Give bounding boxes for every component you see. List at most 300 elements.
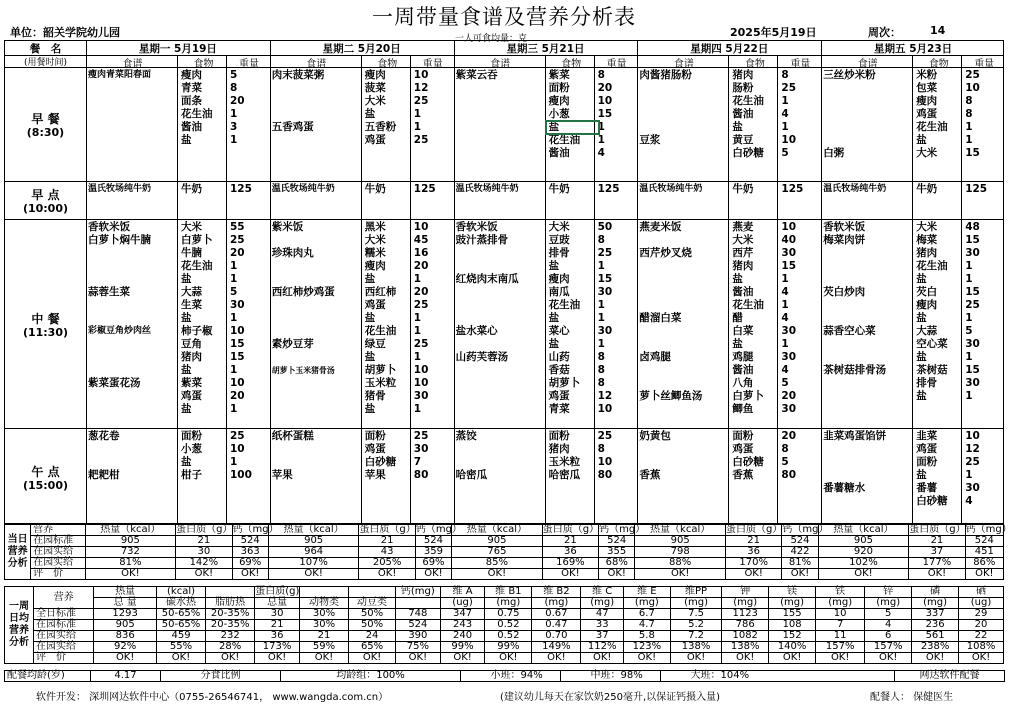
food-name: 花生油: [548, 134, 581, 146]
nutrient-value: 21: [176, 536, 232, 547]
nutrient-value: 451: [965, 547, 1003, 558]
food-name: 牛奶: [732, 183, 754, 195]
row-label: 评 价: [31, 569, 85, 580]
row-label: 在园标准: [31, 536, 85, 547]
food-name: 瘦肉: [364, 69, 386, 81]
grid-line: [270, 41, 271, 525]
food-name: 燕麦: [732, 221, 754, 233]
food-weight: 30: [781, 247, 797, 259]
nutrient-sub-header: (ug): [440, 598, 485, 609]
column-header: 食物: [928, 59, 949, 70]
nutrient-value: OK!: [206, 653, 255, 664]
nutrient-value: 836: [94, 631, 157, 642]
nutrient-group-header: [206, 587, 255, 598]
food-name: 八角: [732, 377, 754, 389]
grid-line: [637, 41, 638, 525]
nutrient-value: 36: [255, 631, 300, 642]
nutrient-value: OK!: [255, 653, 300, 664]
food-name: 梅菜: [916, 234, 938, 246]
nutrient-group-header: 维 B2: [532, 587, 581, 598]
food-name: 盐: [181, 364, 192, 376]
page-title: 一周带量食谱及营养分析表: [372, 5, 636, 29]
mean-group: 均龄组：100%: [281, 671, 461, 682]
dish-name: 温氏牧场纯牛奶: [639, 184, 703, 194]
food-weight: 25: [965, 299, 980, 311]
nutrient-header: 热量（kcal）: [818, 525, 909, 536]
nutrient-sub-header: 碳水热: [156, 598, 205, 609]
food-name: 盐: [548, 338, 560, 350]
food-weight: 55: [230, 221, 245, 233]
dish-name: 香蕉: [639, 469, 661, 481]
ratio-label: 分食比例: [161, 671, 281, 682]
food-weight: 1: [230, 364, 238, 376]
food-name: 牛奶: [181, 183, 202, 195]
nutrient-value: 142%: [176, 558, 232, 569]
food-name: 米粉: [916, 69, 938, 81]
food-weight: 1: [413, 312, 422, 324]
food-weight: 25: [597, 247, 613, 259]
dish-name: 萝卜丝鲫鱼汤: [639, 390, 703, 402]
food-weight: 8: [965, 108, 973, 120]
nutrient-value: 36: [725, 547, 781, 558]
food-name: 大蒜: [916, 325, 938, 337]
food-name: 牛奶: [916, 183, 938, 195]
food-weight: 1: [230, 273, 238, 285]
nutrient-group-header: 钾: [722, 587, 769, 598]
nutrient-header: 蛋白质（g）: [359, 524, 416, 535]
food-name: 猪肉: [916, 247, 938, 259]
food-weight: 25: [965, 69, 980, 81]
nutrient-value: 152: [769, 631, 816, 642]
nutrient-sub-header: 总量: [255, 598, 300, 609]
food-weight: 8: [230, 82, 238, 94]
food-weight: 1: [413, 108, 422, 120]
food-name: 盐: [916, 134, 927, 146]
food-name: 花生油: [916, 121, 948, 133]
nutrient-value: 524: [396, 620, 441, 631]
food-weight: 1: [597, 121, 605, 133]
dish-name: 香软米饭: [88, 221, 130, 233]
developer-info: 软件开发： 深圳网达软件中心（0755-26546741， www.wangda.com.cn）: [36, 692, 389, 703]
food-weight: 1: [965, 351, 973, 363]
food-weight: 1: [230, 312, 238, 324]
nutrient-value: 422: [782, 547, 818, 558]
food-name: 五香粉: [364, 121, 397, 133]
nutrient-value: 50-65%: [156, 620, 205, 631]
food-weight: 10: [413, 221, 429, 233]
day-header: 星期五 5月23日: [874, 43, 953, 55]
row-label: 在园标准: [34, 620, 94, 631]
food-name: 牛奶: [364, 183, 386, 195]
nutrient-value: 88%: [635, 558, 726, 569]
nutrient-value: 243: [440, 620, 485, 631]
food-name: 鸡腿: [732, 351, 754, 363]
food-weight: 1: [781, 95, 789, 107]
nutrient-value: OK!: [176, 569, 232, 580]
food-name: 面粉: [916, 456, 938, 468]
nutrient-group-header: 钙(mg): [396, 587, 441, 598]
food-weight: 1: [230, 403, 238, 415]
food-name: 盐: [548, 260, 560, 272]
nutrient-value: 732: [85, 547, 176, 558]
food-name: 排骨: [916, 377, 938, 389]
food-weight: 48: [965, 221, 980, 233]
column-header: 食物: [561, 59, 582, 70]
nutrient-value: 786: [722, 620, 769, 631]
food-name: 糯米: [364, 247, 386, 259]
nutrient-value: 102%: [818, 558, 909, 569]
nutrient-value: OK!: [722, 653, 769, 664]
dish-name: 红烧肉末南瓜: [455, 273, 519, 285]
nutrient-value: 524: [965, 536, 1003, 547]
nutrient-value: 524: [782, 536, 818, 547]
food-weight: 10: [965, 82, 980, 94]
mid-class-value: 98%: [621, 671, 661, 682]
food-name: 盐: [732, 338, 743, 350]
food-weight: 8: [597, 234, 605, 246]
food-weight: 7: [413, 456, 422, 468]
nutrient-sub-header: 动豆类: [349, 598, 396, 609]
column-header: 食谱: [857, 59, 878, 70]
nutrient-value: OK!: [85, 569, 176, 580]
nutrient-value: 355: [599, 547, 635, 558]
nutrient-group-header: 镁: [769, 587, 816, 598]
food-weight: 5: [230, 69, 238, 81]
nutrient-value: 238%: [912, 642, 959, 653]
nutrient-value: 0.75: [485, 609, 532, 620]
food-weight: 5: [965, 325, 973, 337]
food-name: 白砂糖: [364, 456, 397, 468]
nutrient-sub-header: (mg): [912, 598, 959, 609]
nutrient-header: 热量（kcal）: [268, 525, 359, 536]
menu-grid: [4, 40, 1004, 524]
nutrient-group-header: 维 E: [623, 587, 670, 598]
food-name: 小葱: [181, 443, 202, 455]
dish-name: 茶树菇排骨汤: [823, 364, 887, 376]
food-weight: 10: [781, 134, 797, 146]
food-weight: 10: [965, 430, 980, 442]
nutrient-value: 157%: [816, 642, 865, 653]
food-weight: 20: [230, 95, 245, 107]
dish-name: 彩椒豆角炒肉丝: [88, 326, 152, 336]
food-name: 盐: [364, 403, 376, 415]
nutrient-value: 47: [581, 609, 623, 620]
nutrient-sub-header: (mg): [581, 598, 623, 609]
food-name: 瘦肉: [548, 95, 570, 107]
food-name: 瘦肉: [916, 95, 938, 107]
food-name: 大米: [916, 147, 938, 159]
food-weight: 1: [965, 260, 973, 272]
nutrient-value: 347: [440, 609, 485, 620]
nutrient-value: OK!: [268, 569, 359, 580]
food-weight: 5: [781, 147, 789, 159]
food-weight: 5: [781, 377, 789, 389]
nutrient-value: 157%: [865, 642, 912, 653]
age-value: 4.17: [91, 671, 161, 682]
nutrient-value: 5.2: [670, 620, 721, 631]
nutrient-sub-header: (mg): [769, 598, 816, 609]
food-name: 肠粉: [732, 82, 754, 94]
nutrient-value: 4.7: [623, 620, 670, 631]
row-label: 在园实给: [31, 547, 85, 558]
nutrient-value: 149%: [532, 642, 581, 653]
food-name: 牛腩: [181, 247, 202, 259]
food-weight: 30: [965, 247, 980, 259]
column-header: 重量: [422, 59, 443, 70]
nutrient-header: 蛋白质（g）: [176, 524, 233, 535]
nutrient-value: 10: [816, 609, 865, 620]
food-weight: 8: [597, 364, 605, 376]
column-header: 食谱: [306, 59, 327, 70]
nutrient-value: 905: [818, 536, 909, 547]
food-name: 大米: [181, 221, 202, 233]
food-weight: 1: [597, 338, 605, 350]
nutrient-value: OK!: [485, 653, 532, 664]
dish-name: 哈密瓜: [455, 469, 488, 481]
nutrient-value: OK!: [965, 569, 1003, 580]
nutrient-value: 459: [156, 631, 205, 642]
food-weight: 45: [413, 234, 429, 246]
food-name: 生菜: [181, 299, 202, 311]
food-weight: 8: [597, 351, 605, 363]
food-weight: 1: [413, 403, 422, 415]
food-name: 鸡蛋: [732, 443, 754, 455]
nutrient-value: 7.5: [670, 609, 721, 620]
food-weight: 8: [965, 95, 973, 107]
nutrient-sub-header: 脂肪热: [206, 598, 255, 609]
food-weight: 1: [597, 134, 605, 146]
food-weight: 25: [597, 430, 613, 442]
food-name: 酱油: [181, 121, 202, 133]
food-name: 大米: [732, 234, 754, 246]
food-weight: 8: [597, 443, 605, 455]
food-name: 茶树菇: [916, 364, 948, 376]
dish-name: 韭菜鸡蛋馅饼: [823, 430, 887, 442]
side-text: 分析: [9, 637, 30, 648]
age-ratio-row: [4, 670, 1005, 682]
food-name: 花生油: [548, 299, 581, 311]
food-name: 鸡蛋: [364, 299, 386, 311]
nutrient-value: OK!: [865, 653, 912, 664]
food-name: 鲫鱼: [732, 403, 754, 415]
nutrient-value: 7: [816, 620, 865, 631]
nutrient-group-header: [299, 587, 348, 598]
nutrient-header: 热量（kcal）: [452, 525, 543, 536]
food-weight: 125: [597, 183, 620, 195]
food-weight: 20: [413, 260, 429, 272]
nutrient-sub-header: (mg): [623, 598, 670, 609]
row-label: 全日标准: [34, 609, 94, 620]
food-name: 盐: [916, 469, 927, 481]
meal-name: 中 餐: [31, 311, 60, 326]
food-name: 猪骨: [364, 390, 386, 402]
nutrient-value: 138%: [722, 642, 769, 653]
food-weight: 20: [413, 286, 429, 298]
nutrient-group-header: 维 C: [581, 587, 623, 598]
nutrient-value: 37: [581, 631, 623, 642]
food-weight: 5: [781, 456, 789, 468]
food-name: 猪肉: [181, 351, 202, 363]
food-name: 大蒜: [181, 286, 202, 298]
nutrient-value: 107%: [268, 558, 359, 569]
food-weight: 25: [230, 234, 245, 246]
selected-cell[interactable]: [545, 120, 600, 135]
food-weight: 1: [230, 260, 238, 272]
food-name: 鸡蛋: [916, 108, 938, 120]
row-label: 营养: [31, 525, 85, 536]
food-name: 大米: [364, 234, 386, 246]
food-name: 白砂糖: [916, 495, 948, 507]
nutrient-value: OK!: [782, 569, 818, 580]
column-header: 重量: [239, 59, 259, 70]
food-weight: 15: [230, 351, 245, 363]
food-weight: 10: [413, 364, 429, 376]
food-name: 哈密瓜: [548, 469, 581, 481]
large-class-value: 104%: [721, 671, 895, 682]
nutrient-value: 43: [359, 547, 415, 558]
food-name: 菠菜: [364, 82, 386, 94]
food-weight: 1: [781, 121, 789, 133]
food-weight: 125: [781, 183, 804, 195]
food-weight: 10: [230, 377, 245, 389]
food-weight: 30: [965, 482, 980, 494]
meal-column-header: 餐 名: [29, 43, 62, 55]
week-number: 14: [930, 24, 946, 37]
food-name: 猪肉: [548, 443, 570, 455]
meal-time: (15:00): [22, 478, 69, 492]
nutrient-sub-header: (ug): [959, 598, 1004, 609]
unit-note: 一人可食均量：克: [455, 34, 528, 44]
food-name: 盐: [916, 390, 927, 402]
nutrient-value: 99%: [485, 642, 532, 653]
nutrient-value: OK!: [623, 653, 670, 664]
nutrient-value: 6: [865, 631, 912, 642]
nutrient-value: OK!: [599, 569, 635, 580]
food-name: 牛奶: [548, 183, 570, 195]
preparer: 配餐人： 保健医生: [870, 692, 954, 703]
food-weight: 15: [597, 108, 613, 120]
food-weight: 100: [230, 469, 252, 481]
nutrient-value: 5.8: [623, 631, 670, 642]
nutrient-header: 蛋白质（g）: [909, 524, 966, 535]
food-weight: 4: [781, 286, 789, 298]
food-name: 鸡蛋: [364, 443, 386, 455]
food-weight: 1: [413, 121, 422, 133]
nutrient-value: OK!: [769, 653, 816, 664]
nutrient-sub-header: (mg): [722, 598, 769, 609]
dish-name: 西芹炒叉烧: [639, 247, 692, 259]
nutrient-value: 21: [299, 631, 348, 642]
meal-name: 午 点: [31, 464, 60, 479]
food-weight: 125: [413, 183, 436, 195]
food-name: 包菜: [916, 82, 938, 94]
nutrient-header: 热量（kcal）: [85, 525, 176, 536]
nutrient-value: 240: [440, 631, 485, 642]
food-name: 紫菜: [548, 69, 570, 81]
nutrient-header: 钙（mg）: [782, 524, 829, 535]
food-name: 醋: [732, 312, 743, 324]
column-header: 食物: [193, 59, 214, 70]
age-label: 配餐均龄(岁): [5, 671, 91, 682]
grid-line: [5, 219, 1003, 220]
nutrient-value: 905: [94, 620, 157, 631]
food-name: 大米: [548, 221, 570, 233]
meal-time: (10:00): [22, 202, 69, 215]
nutrient-group-header: 锌: [865, 587, 912, 598]
row-label: 评 价: [34, 653, 94, 664]
food-weight: 10: [413, 69, 429, 81]
dish-name: 梅菜肉饼: [823, 234, 866, 246]
nutrient-value: 81%: [85, 558, 176, 569]
meal-name: 早 点: [31, 188, 60, 202]
dish-name: 奶黄包: [639, 430, 671, 442]
nutrient-value: 22: [959, 631, 1004, 642]
nutrient-value: 1293: [94, 609, 157, 620]
nutrient-value: 30: [176, 547, 232, 558]
food-weight: 1: [413, 273, 422, 285]
nutrient-value: 33: [581, 620, 623, 631]
food-name: 空心菜: [916, 338, 948, 350]
nutrient-value: OK!: [415, 569, 451, 580]
nutrient-value: 798: [635, 547, 726, 558]
small-class-label: 小班：: [461, 671, 521, 682]
nutrient-value: 50-65%: [156, 609, 205, 620]
nutrient-value: OK!: [299, 653, 348, 664]
nutrient-value: OK!: [359, 569, 415, 580]
nutrient-header: 钙（mg）: [599, 524, 646, 535]
dish-name: 肉酱猪肠粉: [639, 69, 692, 81]
food-weight: 3: [230, 121, 238, 133]
row-label: 营养: [34, 587, 94, 609]
dish-name: 白粥: [823, 147, 845, 159]
nutrient-value: 177%: [909, 558, 965, 569]
nutrient-value: 69%: [232, 558, 268, 569]
food-weight: 1: [965, 121, 973, 133]
meal-time: (11:30): [22, 325, 69, 339]
food-name: 胡萝卜: [548, 377, 581, 389]
nutrient-header: 蛋白质（g）: [725, 524, 783, 535]
nutrient-header: 热量（kcal）: [635, 525, 726, 536]
food-name: 芡白: [916, 286, 938, 298]
side-text: 当日: [7, 534, 28, 545]
food-weight: 12: [413, 82, 429, 94]
food-weight: 5: [230, 286, 238, 298]
dish-name: 紫菜云吞: [455, 69, 498, 81]
food-name: 白萝卜: [181, 234, 213, 246]
food-name: 菜心: [548, 325, 570, 337]
food-weight: 15: [965, 286, 980, 298]
nutrient-value: 748: [396, 609, 441, 620]
nutrient-value: 0.70: [532, 631, 581, 642]
food-name: 花生油: [732, 299, 764, 311]
dish-name: 五香鸡蛋: [271, 121, 314, 133]
dish-name: 白萝卜焖牛腩: [88, 234, 151, 246]
dish-name: 醋溜白菜: [639, 312, 682, 324]
nutrient-value: 123%: [623, 642, 670, 653]
dish-name: 豆浆: [639, 134, 661, 146]
dish-name: 肉末菠菜粥: [271, 69, 325, 81]
food-name: 酱油: [732, 286, 754, 298]
meal-time: (8:30): [26, 126, 65, 139]
dish-name: 珍珠肉丸: [271, 247, 314, 259]
nutrient-value: 20-35%: [206, 609, 255, 620]
nutrient-value: OK!: [156, 653, 205, 664]
food-weight: 1: [413, 325, 422, 337]
nutrient-value: 205%: [359, 558, 415, 569]
food-name: 香蕉: [732, 469, 754, 481]
nutrient-value: 170%: [725, 558, 781, 569]
food-name: 酱油: [732, 108, 754, 120]
